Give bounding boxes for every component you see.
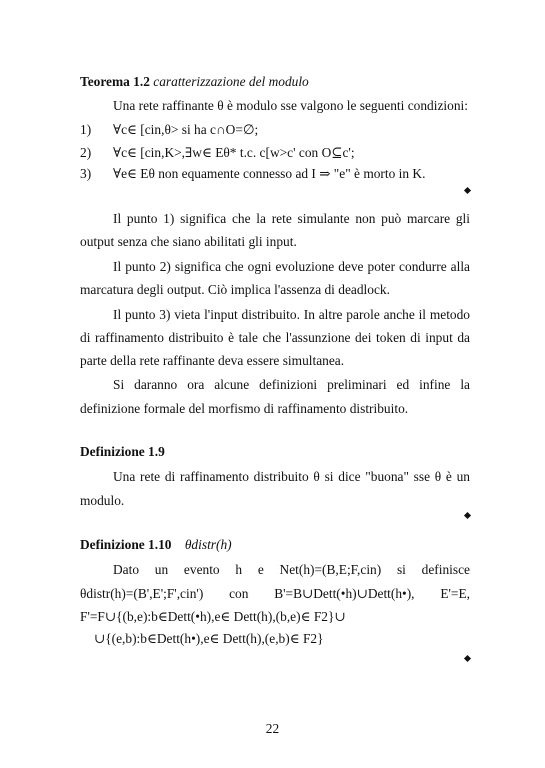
definition-1-10-symbol: θdistr(h)	[184, 537, 232, 552]
paragraph-4-line-1: Si daranno ora alcune definizioni preliminari ed infine la	[113, 377, 470, 392]
paragraph-1-line-2: output senza che siano abilitati gli input.	[80, 234, 297, 249]
definition-1-9-heading: Definizione 1.9	[80, 444, 165, 459]
condition-number: 3)	[80, 166, 92, 181]
page-number: 22	[265, 721, 280, 736]
definition-1-10-line-2: θdistr(h)=(B',E';F',cin') con B'=B∪Dett(•h)∪Dett(h•), E'=E,	[80, 586, 470, 601]
condition-text: ∀c∈ [cin,θ> si ha c∩O=∅;	[113, 122, 259, 137]
definition-1-10-title: Definizione 1.10	[80, 537, 172, 552]
paragraph-4-line-2: definizione formale del morfismo di raffinamento distribuito.	[80, 401, 409, 416]
condition-number: 2)	[80, 145, 92, 160]
paragraph-1-line-1: Il punto 1) significa che la rete simulante non può marcare gli	[113, 211, 470, 226]
condition-number: 1)	[80, 122, 92, 137]
theorem-intro: Una rete raffinante θ è modulo sse valgono le seguenti condizioni:	[113, 98, 468, 113]
theorem-subtitle: caratterizzazione del modulo	[153, 74, 309, 89]
definition-1-10-line-3: F'=F∪{(b,e):b∈Dett(•h),e∈ Dett(h),(b,e)∈ F2}∪	[80, 609, 346, 624]
definition-1-10-line-1: Dato un evento h e Net(h)=(B,E;F,cin) si definisce	[113, 562, 470, 577]
theorem-heading	[80, 75, 309, 88]
definition-1-9-line-1: Una rete di raffinamento distribuito θ si dice "buona" sse θ è un	[113, 469, 470, 484]
end-of-definition-diamond-icon	[464, 512, 471, 519]
theorem-title: Teorema 1.2	[80, 74, 150, 89]
paragraph-3-line-3: parte della rete raffinante deva essere simultanea.	[80, 353, 345, 368]
definition-1-9-line-2: modulo.	[80, 493, 125, 508]
paragraph-3-line-1: Il punto 3) vieta l'input distribuito. In altre parole anche il metodo	[113, 307, 470, 322]
paragraph-3-line-2: di raffinamento distribuito è tale che l'assunzione dei token di input da	[80, 330, 470, 345]
end-of-definition-diamond-icon	[464, 655, 471, 662]
paragraph-2-line-1: Il punto 2) significa che ogni evoluzione deve poter condurre alla	[113, 259, 470, 274]
definition-1-10-heading	[80, 538, 232, 551]
paragraph-2-line-2: marcatura degli output. Ciò implica l'assenza di deadlock.	[80, 282, 390, 297]
end-of-theorem-diamond-icon	[464, 187, 471, 194]
condition-text: ∀e∈ Eθ non equamente connesso ad I ⇒ "e" è morto in K.	[113, 166, 426, 181]
definition-1-10-line-4: ∪{(e,b):b∈Dett(h•),e∈ Dett(h),(e,b)∈ F2}	[94, 631, 324, 646]
condition-text: ∀c∈ [cin,K>,∃w∈ Eθ* t.c. c[w>c' con O⊆c';	[113, 145, 355, 160]
